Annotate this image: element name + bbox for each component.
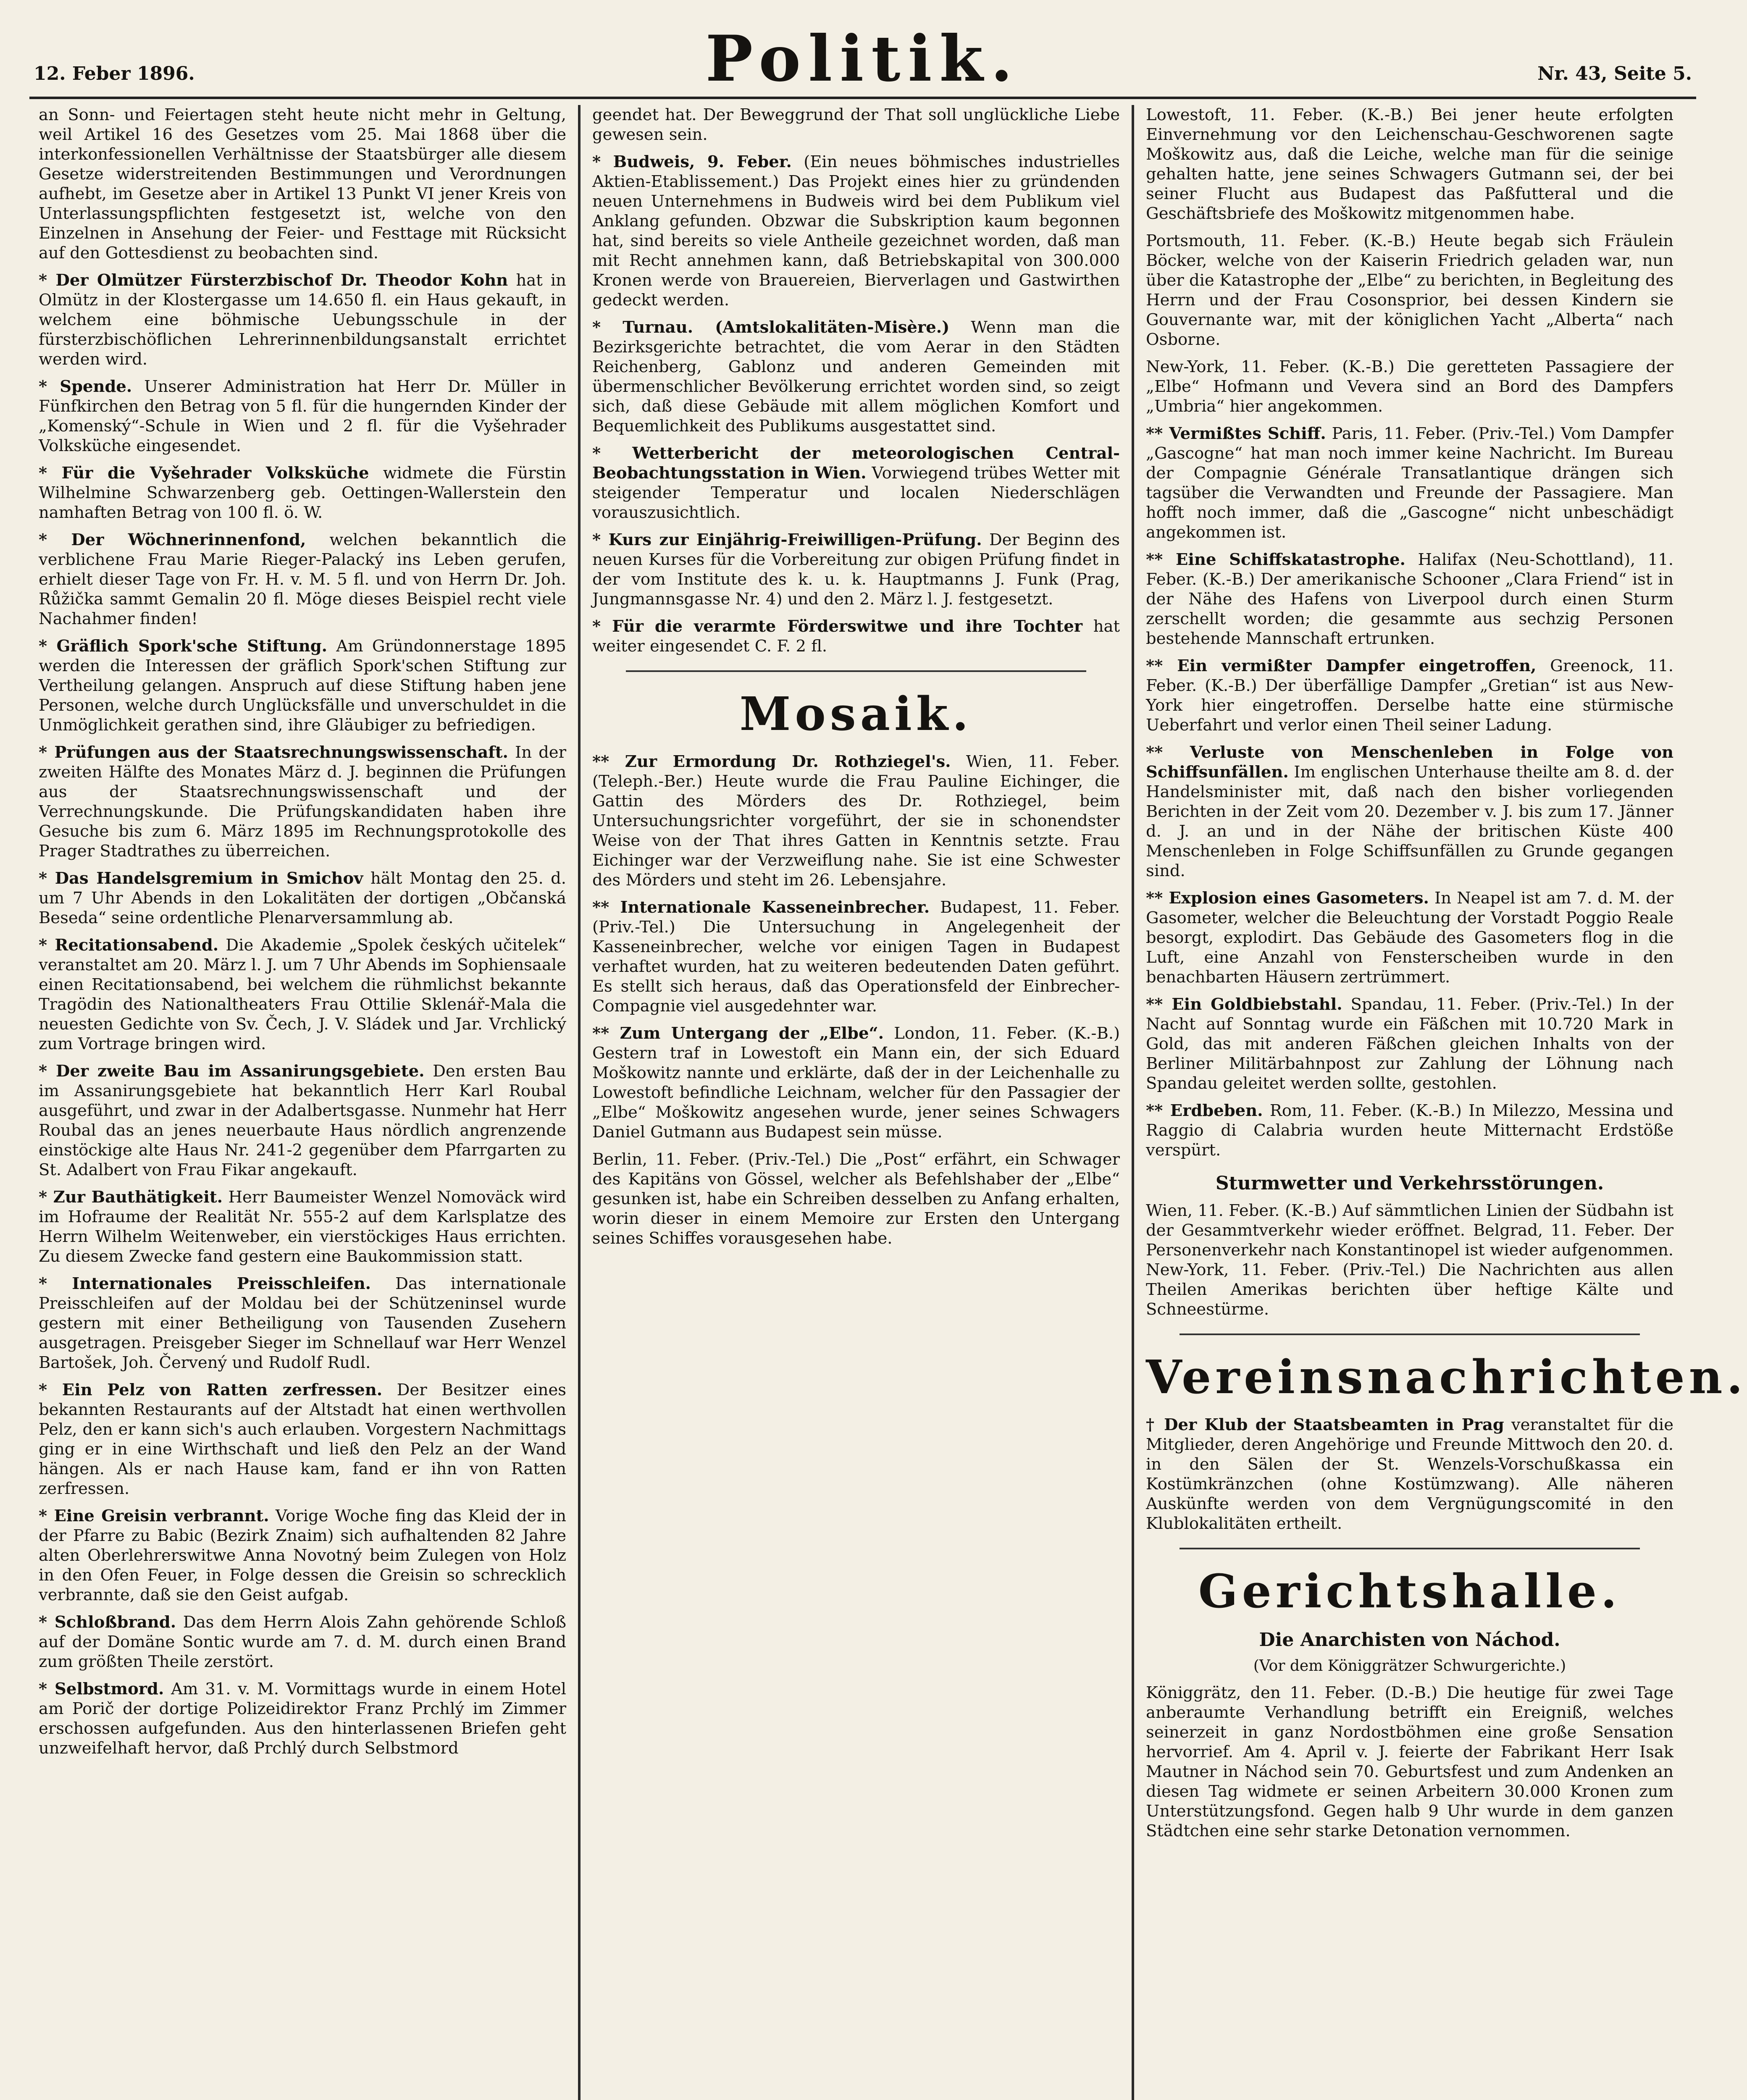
article-text: hält Montag den 25. d. um 7 Uhr Abends in den Lokalitäten der dortigen „Občanská Beseda“ seine ordentliche Plenarversammlung ab.	[39, 869, 566, 927]
section-heading: Vereinsnachrichten.	[1146, 1350, 1747, 1404]
article-lead: ** Ein vermißter Dampfer eingetroffen,	[1146, 656, 1537, 675]
article-paragraph	[39, 1612, 566, 1672]
article-paragraph	[39, 1187, 566, 1266]
article-paragraph	[592, 105, 1120, 144]
sub-note: (Vor dem Königgrätzer Schwurgerichte.)	[1253, 1657, 1566, 1675]
article-text: Das dem Herrn Alois Zahn gehörende Schloß auf der Domäne Sontic wurde am 7. d. M. durch einen Brand zum größten Theile zerstört.	[39, 1613, 566, 1671]
article-text: Portsmouth, 11. Feber. (K.-B.) Heute begab sich Fräulein Böcker, welche von der Kaiserin Friedrich geladen war, nun über die Katastrophe der „Elbe“ zu berichten, in Begleitung des Herrn und der Frau Cosonsprior, bei dessen Kindern sie Gouvernante war, mit der königlichen Yacht „Alberta“ nach Osborne.	[1146, 231, 1673, 349]
article-paragraph	[39, 869, 566, 928]
article-text: Herr Baumeister Wenzel Nomoväck wird im Hofraume der Realität Nr. 555-2 auf dem Karlsplatze des Herrn Wilhelm Weitenweber, ein vierstöckiges Haus errichten. Zu diesem Zwecke fand gestern eine Baukommission statt.	[39, 1188, 566, 1266]
article-paragraph	[592, 1024, 1120, 1142]
article-lead: * Das Handelsgremium in Smichov	[39, 869, 363, 888]
issue-number: Nr. 43, Seite 5.	[1537, 63, 1692, 84]
article-lead: * Spende.	[39, 377, 132, 396]
article-paragraph	[39, 105, 566, 263]
article-paragraph	[39, 1061, 566, 1180]
article-paragraph	[1146, 550, 1673, 648]
article-text: Wien, 11. Feber. (K.-B.) Auf sämmtlichen Linien der Südbahn ist der Gesammtverkehr wieder eröffnet. Belgrad, 11. Feber. Der Personenverkehr nach Konstantinopel ist wieder aufgenommen. New-York, 11. Feber. (Priv.-Tel.) Die Nachrichten aus allen Theilen Amerikas berichten über heftige Kälte und Schneestürme.	[1146, 1201, 1673, 1319]
article-paragraph	[592, 617, 1120, 656]
article-paragraph	[592, 1150, 1120, 1248]
article-lead: * Der Wöchnerinnenfond,	[39, 530, 306, 549]
page-header	[29, 17, 1696, 99]
article-paragraph	[592, 318, 1120, 436]
article-paragraph	[39, 1274, 566, 1373]
article-text: Lowestoft, 11. Feber. (K.-B.) Bei jener heute erfolgten Einvernehmung vor den Leichenschau-Geschworenen sagte Moškowitz aus, daß die Leiche, welche man für die seinige gehalten hatte, jene seines Schwagers Gutmann sei, der bei seiner Flucht aus Budapest das Paßfutteral und die Geschäftsbriefe des Moškowitz mitgenommen habe.	[1146, 105, 1673, 223]
article-lead: * Ein Pelz von Ratten zerfressen.	[39, 1381, 383, 1399]
article-text: In der zweiten Hälfte des Monates März d. J. beginnen die Prüfungen aus der Staatsrechnungswissenschaft und der Verrechnungskunde. Die Prüfungskandidaten haben ihre Gesuche bis zum 6. März 1895 im Rechnungsprotokolle des Prager Stadtrathes zu überreichen.	[39, 743, 566, 861]
article-paragraph	[1146, 105, 1673, 223]
article-lead: * Für die verarmte Förderswitwe und ihre Tochter	[592, 617, 1082, 636]
article-paragraph	[39, 463, 566, 522]
article-text: New-York, 11. Feber. (K.-B.) Die geretteten Passagiere der „Elbe“ Hofmann und Vevera sind an Bord des Dampfers „Umbria“ hier angekommen.	[1146, 357, 1673, 416]
article-paragraph	[39, 1380, 566, 1499]
article-text: Berlin, 11. Feber. (Priv.-Tel.) Die „Post“ erfährt, ein Schwager des Kapitäns von Gössel, welcher als Befehlshaber der „Elbe“ gesunken ist, habe ein Schreiben desselben zu Anfang erhalten, worin dieser in einem Memoire zur Ersten den Untergang seines Schiffes vorausgesehen habe.	[592, 1150, 1120, 1248]
divider	[1180, 1548, 1640, 1549]
article-paragraph	[39, 270, 566, 369]
article-text: London, 11. Feber. (K.-B.) Gestern traf in Lowestoft ein Mann ein, der sich Eduard Moškowitz nannte und erklärte, daß der in der Leichenhalle zu Lowestoft befindliche Leichnam, welcher für den Passagier der „Elbe“ Moškowitz angesehen wurde, jener seines Schwagers Daniel Gutmann aus Budapest sein müsse.	[592, 1024, 1120, 1142]
article-text: Spandau, 11. Feber. (Priv.-Tel.) In der Nacht auf Sonntag wurde ein Fäßchen mit 10.720 Mark in Gold, das mit anderen Fäßchen gleichen Inhalts von der Berliner Militärbahnpost zur Zahlung der Löhnung nach Spandau geleitet werden sollte, gestohlen.	[1146, 995, 1673, 1093]
article-paragraph	[39, 1506, 566, 1605]
article-paragraph	[1146, 1683, 1673, 1841]
article-paragraph	[39, 530, 566, 629]
article-paragraph	[39, 743, 566, 861]
article-paragraph	[592, 752, 1120, 890]
article-paragraph	[1146, 656, 1673, 735]
article-lead: * Recitationsabend.	[39, 936, 219, 955]
column-3	[1137, 105, 1747, 2100]
article-text: Wien, 11. Feber. (Teleph.-Ber.) Heute wurde die Frau Pauline Eichinger, die Gattin des Mörders des Dr. Rothziegel, beim Untersuchungsrichter vorgeführt, der sie in schonendster Weise von der That ihres Gatten in Kenntnis setzte. Frau Eichinger war der Verzweiflung nahe. Sie ist eine Schwester des Mörders und steht im 26. Lebensjahre.	[592, 752, 1120, 890]
article-lead: ** Erdbeben.	[1146, 1101, 1263, 1120]
article-text: Wenn man die Bezirksgerichte betrachtet, die vom Aerar in den Städten Reichenberg, Gablonz und anderen Gemeinden mit übermenschlicher Bevölkerung errichtet worden sind, so zeigt sich, daß diese Gebäude mit allem möglichen Komfort und Bequemlichkeit des Publikums ausgestattet sind.	[592, 318, 1120, 436]
column-rule	[1132, 105, 1134, 2100]
article-text: Das internationale Preisschleifen auf der Moldau bei der Schützeninsel wurde gestern mit einer Betheiligung von Tausenden Zusehern ausgetragen. Preisgeber Sieger im Schnellauf war Herr Wenzel Bartošek, Joh. Červený und Rudolf Rudl.	[39, 1274, 566, 1372]
article-paragraph	[39, 935, 566, 1054]
article-paragraph	[1146, 1201, 1673, 1319]
column-1	[29, 105, 575, 2100]
article-text: Am Gründonnerstage 1895 werden die Interessen der gräflich Spork'schen Stiftung zur Vertheilung gelangen. Anspruch auf diese Stiftung haben jene Personen, welche durch Unglücksfälle und unverschuldet in die Unmöglichkeit gerathen sind, ihre Gläubiger zu befriedigen.	[39, 637, 567, 735]
article-text: In Neapel ist am 7. d. M. der Gasometer, welcher die Beleuchtung der Vorstadt Poggio Reale besorgt, explodirt. Das Gebäude des Gasometers flog in die Luft, eine Anzahl von Fensterscheiben wurde in den benachbarten Häusern zertrümmert.	[1146, 889, 1674, 987]
article-lead: ** Zum Untergang der „Elbe“.	[592, 1024, 884, 1043]
article-text: (Ein neues böhmisches industrielles Aktien-Etablissement.) Das Projekt eines hier zu gründenden neuen Unternehmens in Budweis wird bei dem Publikum viel Anklang gefunden. Obzwar die Subskription kaum begonnen hat, sind bereits so viele Antheile gezeichnet worden, daß man mit Recht annehmen kann, daß Betriebskapital von 300.000 Kronen werde von Brauereien, Bierverlagen und Gastwirthen gedeckt werden.	[592, 152, 1120, 310]
article-text: Der Beginn des neuen Kurses für die Vorbereitung zur obigen Prüfung findet in der vom Institute des k. u. k. Hauptmanns J. Funk (Prag, Jungmannsgasse Nr. 4) und den 2. März l. J. festgesetzt.	[592, 530, 1120, 609]
article-lead: * Internationales Preisschleifen.	[39, 1274, 371, 1293]
newspaper-page	[29, 17, 1747, 2100]
article-paragraph	[592, 898, 1120, 1016]
divider	[626, 670, 1086, 672]
article-lead: * Zur Bauthätigkeit.	[39, 1188, 223, 1207]
article-lead: ** Eine Schiffskatastrophe.	[1146, 550, 1405, 569]
article-text: hat in Olmütz in der Klostergasse um 14.650 fl. ein Haus gekauft, in welchem eine böhmische Uebungsschule in der fürsterzbischöflichen Lehrerinnenbildungsanstalt errichtet werden wird.	[39, 271, 566, 369]
article-lead: * Turnau. (Amtslokalitäten-Misère.)	[592, 318, 950, 337]
article-paragraph	[1146, 424, 1673, 542]
sub-heading: Sturmwetter und Verkehrsstörungen.	[1215, 1173, 1604, 1194]
article-paragraph	[592, 444, 1120, 522]
article-text: veranstaltet für die Mitglieder, deren Angehörige und Freunde Mittwoch den 20. d. in den Sälen der St. Wenzels-Vorschußkassa ein Kostümkränzchen (ohne Kostümzwang). Alle näheren Auskünfte werden von dem Vergnügungscomité in den Klublokalitäten ertheilt.	[1146, 1415, 1673, 1533]
article-text: Vorige Woche fing das Kleid der in der Pfarre zu Babic (Bezirk Znaim) sich aufhaltenden 82 Jahre alten Oberlehrerswitwe Anna Novotný beim Zulegen von Holz in den Ofen Feuer, in Folge dessen die Greisin so schrecklich verbrannte, daß sie den Geist aufgab.	[39, 1507, 566, 1604]
article-lead: ** Zur Ermordung Dr. Rothziegel's.	[592, 752, 951, 771]
article-lead: * Eine Greisin verbrannt.	[39, 1507, 269, 1525]
article-lead: * Gräflich Spork'sche Stiftung.	[39, 637, 328, 656]
article-text: an Sonn- und Feiertagen steht heute nicht mehr in Geltung, weil Artikel 16 des Gesetzes vom 25. Mai 1868 über die interkonfessionellen Verhältnisse der Staatsbürger alle diesem Gesetze widerstreitenden Bestimmungen und Verordnungen aufhebt, im Gesetze aber in Artikel 13 Punkt VI jener Kreis von Unterlassungspflichten festgesetzt ist, welche von den Einzelnen in Ansehung der Feier- und Festtage mit Rücksicht auf den Gottesdienst zu beobachten sind.	[39, 105, 566, 262]
article-text: Halifax (Neu-Schottland), 11. Feber. (K.-B.) Der amerikanische Schooner „Clara Friend“ ist in der Nähe des Hafens von Liverpool durch einen Sturm zerschellt worden; die gesammte aus sechzig Personen bestehende Mannschaft ertrunken.	[1146, 550, 1673, 648]
issue-date: 12. Feber 1896.	[34, 63, 195, 84]
article-lead: * Budweis, 9. Feber.	[592, 152, 792, 171]
column-2	[583, 105, 1129, 2100]
article-lead: ** Explosion eines Gasometers.	[1146, 889, 1429, 908]
article-text: welchen bekanntlich die verblichene Frau Marie Rieger-Palacký ins Leben gerufen, erhielt dieser Tage von Fr. H. v. M. 5 fl. und von Herrn Dr. Joh. Růžička sammt Gemalin 20 fl. Möge dieses Beispiel recht viele Nachahmer finden!	[39, 530, 566, 628]
article-paragraph	[1146, 995, 1673, 1093]
article-paragraph	[1146, 888, 1673, 987]
article-text: geendet hat. Der Beweggrund der That soll unglückliche Liebe gewesen sein.	[592, 105, 1120, 144]
article-paragraph	[1146, 743, 1673, 881]
article-lead: * Der Olmützer Fürsterzbischof Dr. Theodor Kohn	[39, 271, 508, 290]
article-text: Greenock, 11. Feber. (K.-B.) Der überfällige Dampfer „Gretian“ ist aus New-York hier eingetroffen. Derselbe hatte eine stürmische Ueberfahrt und verlor einen Theil seiner Ladung.	[1146, 656, 1673, 735]
article-lead: * Schloßbrand.	[39, 1613, 176, 1632]
article-text: Königgrätz, den 11. Feber. (D.-B.) Die heutige für zwei Tage anberaumte Verhandlung betrifft ein Ereigniß, welches seinerzeit in ganz Nordostböhmen eine große Sensation hervorrief. Am 4. April v. J. feierte der Fabrikant Herr Isak Mautner in Náchod sein 70. Geburtsfest und zum Andenken an diesen Tag widmete er seinen Arbeitern 30.000 Kronen zum Unterstützungsfond. Gegen halb 9 Uhr wurde in dem ganzen Städtchen eine sehr starke Detonation vernommen.	[1146, 1683, 1673, 1840]
article-paragraph	[1146, 1101, 1673, 1160]
article-text: Vorwiegend trübes Wetter mit steigender Temperatur und localen Niederschlägen vorauszusichtlich.	[592, 464, 1120, 522]
article-text: widmete die Fürstin Wilhelmine Schwarzenberg geb. Oettingen-Wallerstein den namhaften Betrag von 100 fl. ö. W.	[39, 464, 566, 522]
article-paragraph	[592, 530, 1120, 609]
article-text: Budapest, 11. Feber. (Priv.-Tel.) Die Untersuchung in Angelegenheit der Kasseneinbrecher, welche vor einigen Tagen in Budapest verhaftet wurden, hat zu weiteren bedeutenden Daten geführt. Es stellt sich heraus, daß das Operationsfeld der Einbrecher-Compagnie viel ausgedehnter war.	[592, 898, 1120, 1016]
article-lead: * Für die Vyšehrader Volksküche	[39, 464, 369, 483]
article-lead: * Kurs zur Einjährig-Freiwilligen-Prüfung.	[592, 530, 982, 549]
article-paragraph	[1146, 1415, 1673, 1533]
article-lead: * Wetterbericht der meteorologischen Central-Beobachtungsstation in Wien.	[592, 444, 1120, 483]
article-lead: ** Internationale Kasseneinbrecher.	[592, 898, 930, 917]
divider	[1180, 1334, 1640, 1335]
article-text: hat weiter eingesendet C. F. 2 fl.	[592, 617, 1120, 656]
section-heading: Gerichtshalle.	[1198, 1564, 1621, 1618]
article-paragraph	[39, 377, 566, 456]
article-text: Am 31. v. M. Vormittags wurde in einem Hotel am Porič der dortige Polizeidirektor Franz Prchlý im Zimmer erschossen aufgefunden. Aus den hinterlassenen Briefen geht unzweifelhaft hervor, daß Prchlý durch Selbstmord	[39, 1680, 566, 1758]
article-paragraph	[39, 1679, 566, 1758]
article-text: Die Akademie „Spolek českých učitelek“ veranstaltet am 20. März l. J. um 7 Uhr Abends im Sophiensaale einen Recitationsabend, bei welchem die rühmlichst bekannte Tragödin des Nationaltheaters Frau Ottilie Sklenář-Mala die neuesten Gedichte von Sv. Čech, J. V. Sládek und Jar. Vrchlický zum Vortrage bringen wird.	[39, 936, 566, 1053]
article-paragraph	[592, 152, 1120, 310]
article-lead: † Der Klub der Staatsbeamten in Prag	[1146, 1415, 1504, 1434]
sub-heading: Die Anarchisten von Náchod.	[1259, 1629, 1560, 1651]
article-lead: ** Vermißtes Schiff.	[1146, 424, 1326, 443]
columns	[29, 105, 1747, 2100]
section-heading: Mosaik.	[739, 687, 973, 741]
article-text: Im englischen Unterhause theilte am 8. d. der Handelsminister mit, daß nach den bisher vorliegenden Berichten in der Zeit vom 20. Dezember v. J. bis zum 17. Jänner d. J. an und in der Nähe der britischen Küste 400 Menschenleben in Folge Schiffsunfällen zu Grunde gegangen sind.	[1146, 763, 1673, 880]
article-text: Rom, 11. Feber. (K.-B.) In Milezzo, Messina und Raggio di Calabria wurden heute Mitternacht Erdstöße verspürt.	[1146, 1101, 1673, 1160]
article-lead: ** Verluste von Menschenleben in Folge von Schiffsunfällen.	[1146, 743, 1673, 782]
article-lead: ** Ein Goldbiebstahl.	[1146, 995, 1342, 1014]
article-text: Unserer Administration hat Herr Dr. Müller in Fünfkirchen den Betrag von 5 fl. für die hungernden Kinder der „Komenský“-Schule in Wien und 2 fl. für die Vyšehrader Volksküche eingesendet.	[39, 377, 566, 455]
article-paragraph	[1146, 357, 1673, 416]
section-title: Politik.	[705, 22, 1020, 96]
article-lead: * Der zweite Bau im Assanirungsgebiete.	[39, 1062, 425, 1081]
article-lead: * Prüfungen aus der Staatsrechnungswissenschaft.	[39, 743, 508, 762]
column-rule	[578, 105, 581, 2100]
article-lead: * Selbstmord.	[39, 1680, 164, 1698]
article-text: Den ersten Bau im Assanirungsgebiete hat bekanntlich Herr Karl Roubal ausgeführt, und zwar in der Adalbertsgasse. Nunmehr hat Herr Roubal das an jenes neuerbaute Haus nördlich angrenzende einstöckige alte Haus Nr. 241-2 gegenüber dem Pfarrgarten zu St. Adalbert von Frau Fikar angekauft.	[39, 1062, 566, 1179]
article-text: Der Besitzer eines bekannten Restaurants auf der Altstadt hat einen werthvollen Pelz, den er kann sich's auch erlauben. Vorgestern Nachmittags ging er in eine Wirthschaft und ließ den Pelz an der Wand hängen. Als er nach Hause kam, fand er ihn von Ratten zerfressen.	[39, 1381, 567, 1498]
article-paragraph	[1146, 231, 1673, 349]
article-paragraph	[39, 636, 566, 735]
article-text: Paris, 11. Feber. (Priv.-Tel.) Vom Dampfer „Gascogne“ hat man noch immer keine Nachricht. Im Bureau der Compagnie Générale Transatlantique drängen sich tagsüber die Verwandten und Freunde der Passagiere. Man hofft noch immer, daß die „Gascogne“ nicht unbeschädigt angekommen ist.	[1146, 424, 1674, 542]
